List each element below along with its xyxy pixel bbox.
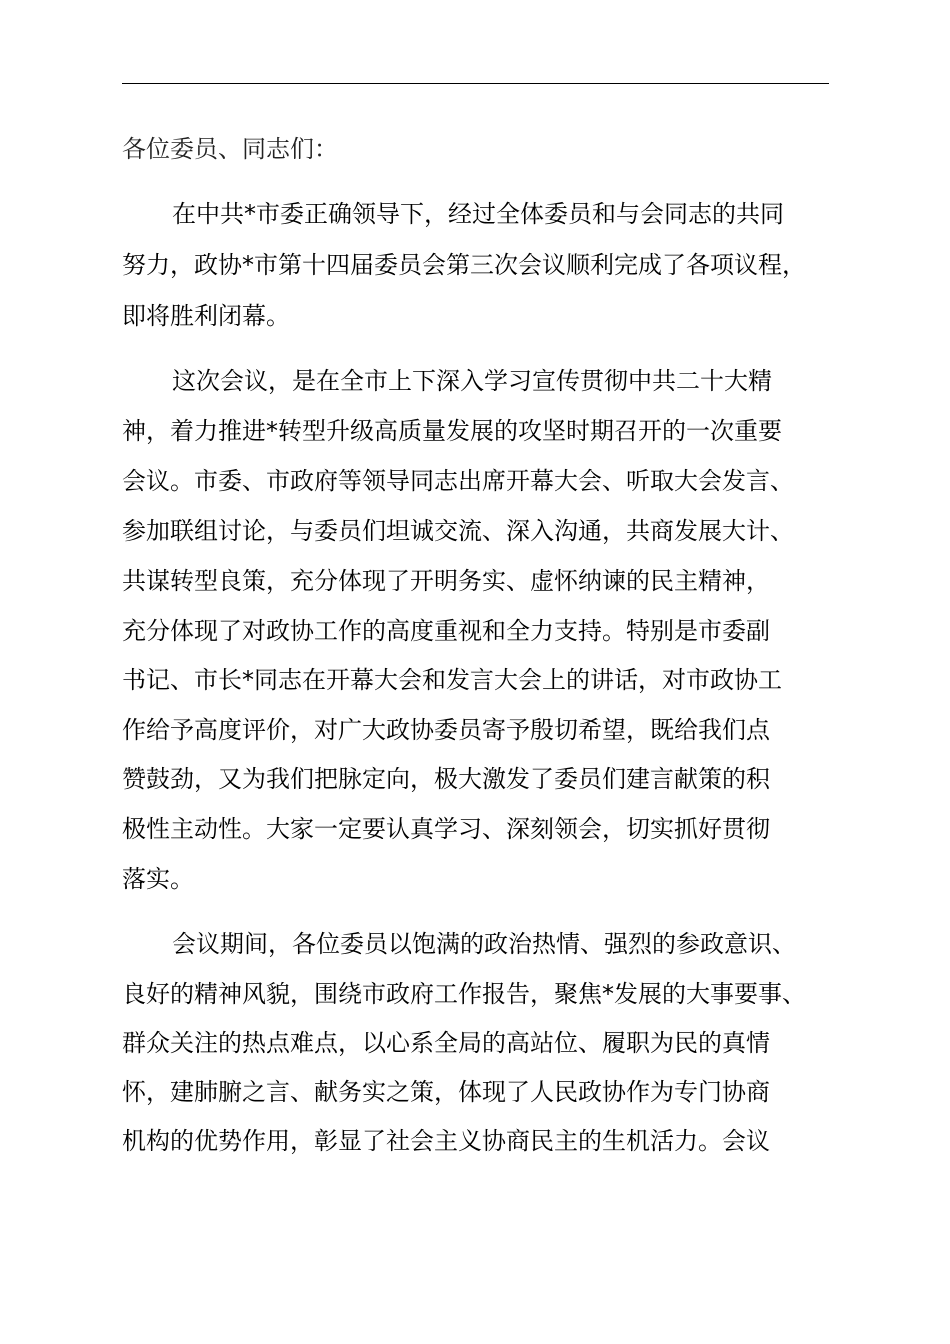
paragraph-line: 群众关注的热点难点，以心系全局的高站位、履职为民的真情 bbox=[122, 1029, 770, 1057]
paragraph-line: 会议。市委、市政府等领导同志出席开幕大会、听取大会发言、 bbox=[122, 467, 794, 495]
paragraph-line: 会议期间，各位委员以饱满的政治热情、强烈的参政意识、 bbox=[172, 930, 796, 958]
paragraph-line: 即将胜利闭幕。 bbox=[122, 302, 290, 330]
paragraph-line: 良好的精神风貌，围绕市政府工作报告，聚焦*发展的大事要事、 bbox=[122, 980, 806, 1008]
paragraph-line: 机构的优势作用，彰显了社会主义协商民主的生机活力。会议 bbox=[122, 1127, 770, 1155]
header-rule bbox=[122, 83, 829, 84]
salutation: 各位委员、同志们： bbox=[122, 135, 338, 163]
paragraph-line: 充分体现了对政协工作的高度重视和全力支持。特别是市委副 bbox=[122, 617, 770, 645]
paragraph-line: 参加联组讨论，与委员们坦诚交流、深入沟通，共商发展大计、 bbox=[122, 517, 794, 545]
paragraph-line: 这次会议，是在全市上下深入学习宣传贯彻中共二十大精 bbox=[172, 367, 772, 395]
paragraph-line: 共谋转型良策，充分体现了开明务实、虚怀纳谏的民主精神， bbox=[122, 567, 770, 595]
paragraph-line: 努力，政协*市第十四届委员会第三次会议顺利完成了各项议程， bbox=[122, 251, 806, 279]
paragraph-line: 赞鼓劲，又为我们把脉定向，极大激发了委员们建言献策的积 bbox=[122, 765, 770, 793]
paragraph-line: 书记、市长*同志在开幕大会和发言大会上的讲话，对市政协工 bbox=[122, 666, 782, 694]
paragraph-line: 落实。 bbox=[122, 865, 194, 893]
paragraph-line: 极性主动性。大家一定要认真学习、深刻领会，切实抓好贯彻 bbox=[122, 815, 770, 843]
paragraph-line: 在中共*市委正确领导下，经过全体委员和与会同志的共同 bbox=[172, 200, 784, 228]
paragraph-line: 作给予高度评价，对广大政协委员寄予殷切希望，既给我们点 bbox=[122, 716, 770, 744]
paragraph-line: 神，着力推进*转型升级高质量发展的攻坚时期召开的一次重要 bbox=[122, 417, 782, 445]
paragraph-line: 怀，建肺腑之言、献务实之策，体现了人民政协作为专门协商 bbox=[122, 1078, 770, 1106]
